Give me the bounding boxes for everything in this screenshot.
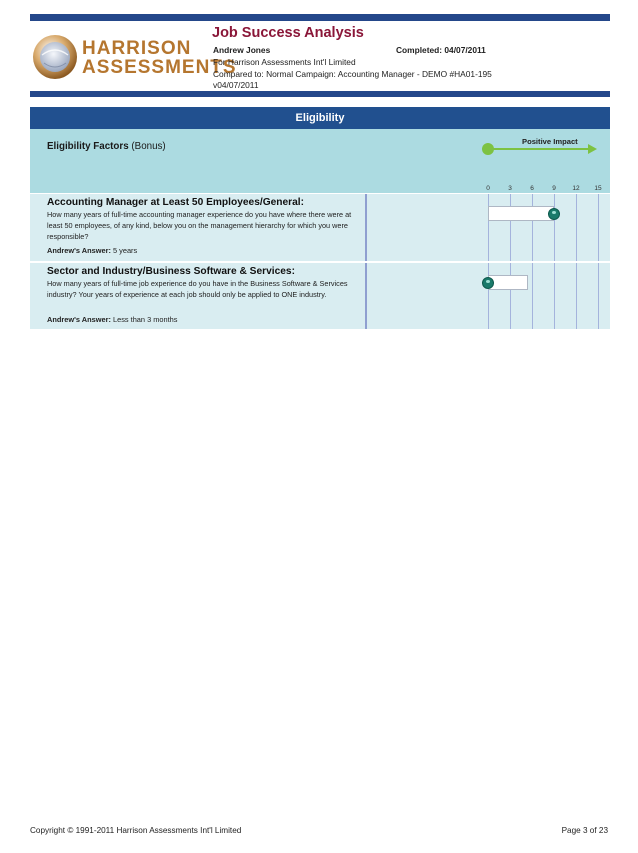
answer-label: Andrew's Answer:	[47, 246, 111, 255]
positive-impact-arrow-icon	[480, 141, 600, 157]
scale-gridline	[554, 263, 555, 329]
footer-copyright: Copyright © 1991-2011 Harrison Assessments Int'l Limited	[30, 826, 242, 835]
answer-label: Andrew's Answer:	[47, 315, 111, 324]
completed-date: Completed: 04/07/2011	[396, 45, 486, 55]
scale-gridline	[510, 263, 511, 329]
answer-value: 5 years	[110, 246, 138, 255]
compared-to-line: Compared to: Normal Campaign: Accounting Manager - DEMO #HA01-195	[213, 69, 492, 79]
factors-title	[47, 141, 166, 152]
factor-title: Accounting Manager at Least 50 Employees/General:	[47, 197, 305, 208]
organization-line: For Harrison Assessments Int'l Limited	[213, 57, 356, 67]
positive-impact-label: Positive Impact	[522, 137, 578, 146]
score-marker-icon	[482, 277, 494, 289]
row-divider	[365, 263, 367, 329]
footer-page-number: Page 3 of 23	[561, 826, 608, 835]
factor-title: Sector and Industry/Business Software & Services:	[47, 266, 295, 277]
globe-logo-icon	[32, 33, 80, 81]
section-heading-eligibility: Eligibility	[30, 107, 610, 129]
scale-gridline	[576, 263, 577, 329]
factor-question: How many years of full-time accounting manager experience do you have where there were at least 50 employees, of any kind, below you on the management hierarchy for which you were responsible?	[47, 210, 352, 241]
logo-word-assessments: ASSESSMENTS	[82, 57, 237, 78]
report-title: Job Success Analysis	[212, 25, 364, 41]
logo-word-harrison: HARRISON	[82, 38, 192, 59]
factor-answer	[47, 315, 177, 324]
factor-question: How many years of full-time job experience do you have in the Business Software & Services industry? Your years of experience at each job should only be applied to ONE industry.	[47, 279, 348, 299]
scale-gridline	[598, 263, 599, 329]
scale-gridline	[532, 263, 533, 329]
scale-tick: 3	[508, 185, 512, 192]
factor-bar	[488, 206, 554, 221]
scale-gridline	[554, 194, 555, 261]
scale-gridline	[576, 194, 577, 261]
scale-gridline	[488, 263, 489, 329]
scale-gridline	[510, 194, 511, 261]
scale-gridline	[532, 194, 533, 261]
factors-title-suffix: (Bonus)	[128, 141, 166, 152]
row-divider	[365, 194, 367, 261]
candidate-name: Andrew Jones	[213, 45, 271, 55]
scale-tick: 9	[552, 185, 556, 192]
scale-tick: 15	[594, 185, 602, 192]
scale-tick: 0	[486, 185, 490, 192]
scale-tick: 12	[572, 185, 580, 192]
header-bottom-bar	[30, 91, 610, 97]
scale-gridline	[598, 194, 599, 261]
factor-bar	[488, 275, 528, 290]
scale-gridline	[488, 194, 489, 261]
scale-tick: 6	[530, 185, 534, 192]
score-marker-icon	[548, 208, 560, 220]
header-top-bar	[30, 14, 610, 21]
answer-value: Less than 3 months	[110, 315, 178, 324]
version-line: v04/07/2011	[213, 80, 259, 90]
harrison-logo	[32, 33, 237, 81]
factor-answer	[47, 246, 137, 255]
factors-title-label: Eligibility Factors	[47, 141, 129, 152]
